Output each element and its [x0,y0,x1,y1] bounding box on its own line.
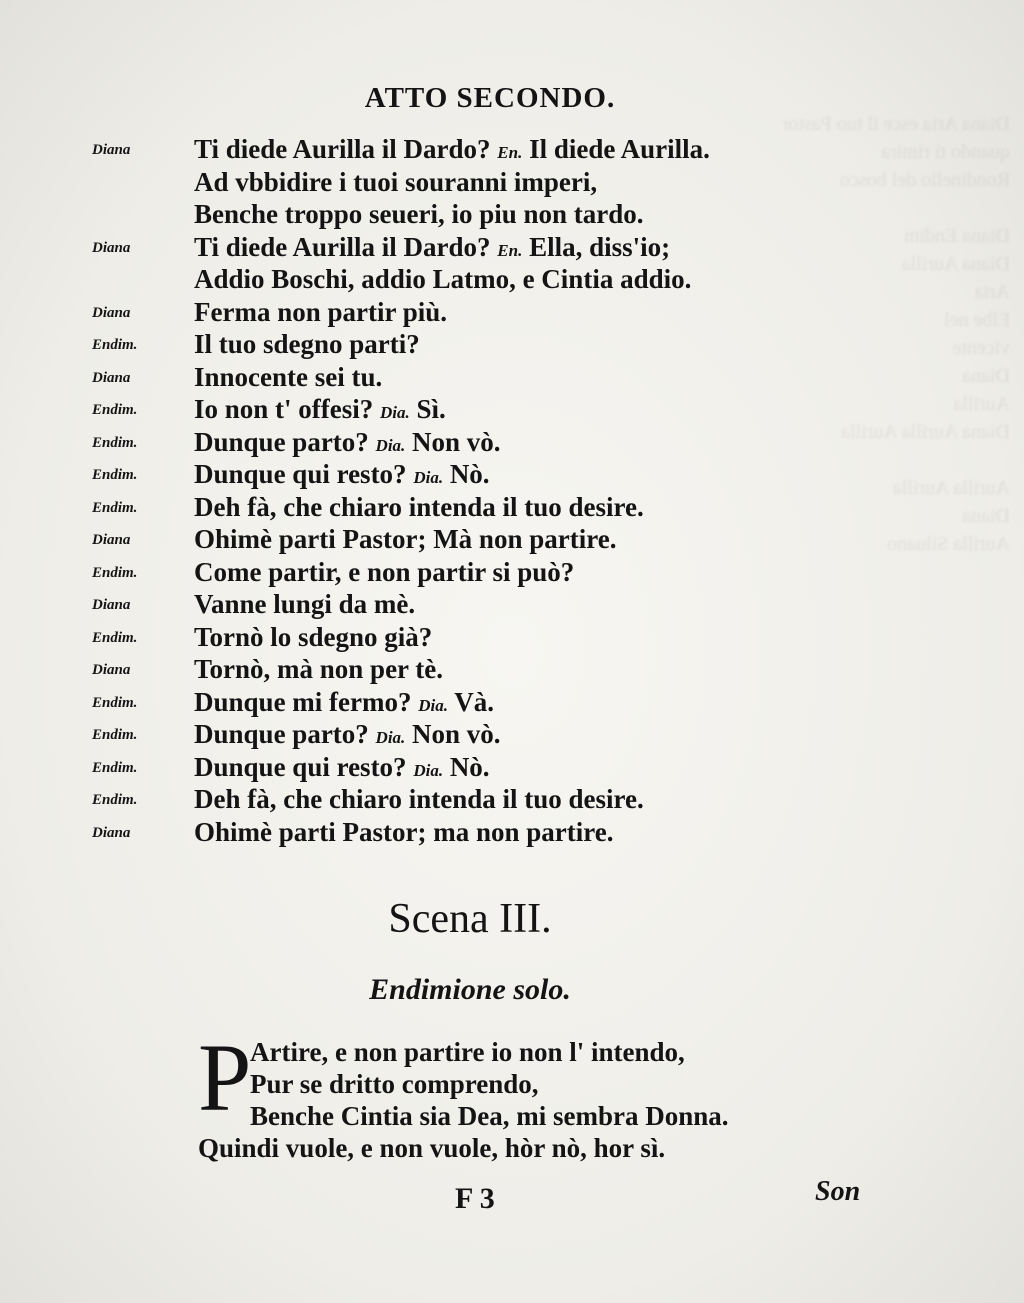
text-run: Vanne lungi da mè. [194,589,416,619]
page-header: ATTO SECONDO. [364,82,616,114]
text-run: Dunque parto? [194,426,376,457]
signature-mark: F 3 [455,1182,495,1215]
dialogue-text [194,784,644,815]
dialogue-line [80,784,800,817]
dialogue-line [80,719,800,752]
dialogue-line [80,232,800,265]
dialogue-text [194,817,613,848]
dialogue-text [194,297,447,328]
text-run: Ti diede Aurilla il Dardo? [194,134,498,164]
text-run: Nò. [443,459,490,489]
speaker-name: Diana [92,824,131,841]
dialogue-line [80,297,800,330]
dialogue-line [80,817,800,850]
dialogue-block [80,134,800,849]
inline-speaker: Dia. [413,468,444,487]
text-run: Non vò. [405,426,501,457]
text-run: Sì. [409,394,446,424]
dialogue-line [80,589,800,622]
text-run: Io non t' offesi? [194,394,381,424]
dialogue-text [194,167,597,198]
speaker-name: Endim. [92,727,138,743]
dialogue-text [194,752,490,783]
dialogue-line [80,329,800,362]
dialogue-text [194,557,574,588]
speaker-name: Endim. [92,759,138,776]
scene-title: Scena III. [388,896,552,942]
drop-capital: P [198,1024,252,1131]
speaker-name: Diana [92,532,131,548]
speaker-name: Endim. [92,629,138,646]
dialogue-line [80,492,800,525]
text-run: Addio Boschi, addio Latmo, e Cintia addio. [194,264,692,294]
dialogue-line [80,394,800,427]
dialogue-text [194,622,432,653]
dialogue-line [80,622,800,655]
text-run: Ad vbbidire i tuoi souranni imperi, [194,166,598,197]
verse-line: Benche Cintia sia Dea, mi sembra Donna. [250,1101,729,1131]
speaker-name: Endim. [92,694,138,711]
speaker-name: Diana [92,597,131,613]
text-run: Innocente sei tu. [194,361,383,392]
dialogue-text [194,394,446,425]
speaker-name: Endim. [92,792,138,808]
verse-block [198,1037,729,1165]
text-run: Tornò, mà non per tè. [194,654,444,684]
dialogue-text [194,329,420,360]
speaker-name: Diana [92,239,131,256]
dialogue-text [194,687,494,718]
inline-speaker: Dia. [413,760,444,780]
dialogue-text [194,459,490,490]
inline-speaker: Dia. [375,728,406,747]
dialogue-text [194,232,670,263]
text-run: Ti diede Aurilla il Dardo? [194,231,498,262]
inline-speaker: Dia. [375,435,406,455]
show-through-text: Diana Aria esce il tuo Pastor quando ti rimira Rondinello del bosco Diana Endim Diana Aurilla Aria Elbe nel vicente Diana Aurilla Diana Aurilla Aurilla Aurilla Aurilla Diana Aurilla Siluano [781,113,1010,555]
text-run: Deh fà, che chiaro intenda il tuo desire. [194,784,644,814]
text-run: Dunque qui resto? [194,459,414,489]
inline-speaker: Dia. [418,695,448,715]
dialogue-text [194,492,644,523]
dialogue-line [80,459,800,492]
speaker-name: Diana [92,142,131,158]
dialogue-text [194,589,415,620]
dialogue-text [194,719,501,750]
inline-speaker: En. [497,143,523,162]
text-run: Nò. [443,751,490,782]
speaker-name: Endim. [92,337,138,353]
dialogue-line [80,134,800,167]
speaker-name: Diana [92,662,131,678]
text-run: Tornò lo sdegno già? [194,621,433,652]
dialogue-line [80,524,800,557]
dialogue-line [80,654,800,687]
dialogue-line [80,557,800,590]
dialogue-text [194,199,644,230]
inline-speaker: Dia. [380,403,410,422]
speaker-name: Endim. [92,402,138,418]
text-run: Il tuo sdegno parti? [194,329,420,359]
text-run: Ohimè parti Pastor; Mà non partire. [194,524,617,554]
text-run: Dunque mi fermo? [194,686,419,717]
scene-subtitle: Endimione solo. [369,973,571,1006]
speaker-name: Diana [92,369,131,386]
text-run: Il diede Aurilla. [522,134,710,164]
speaker-name: Endim. [92,564,138,581]
verse-line: Quindi vuole, e non vuole, hòr nò, hor sì. [198,1133,666,1163]
speaker-name: Endim. [92,499,138,516]
text-run: Deh fà, che chiaro intenda il tuo desire. [194,491,644,522]
dialogue-text [194,264,691,295]
dialogue-line [80,427,800,460]
catchword: Son [815,1176,861,1207]
speaker-name: Endim. [92,434,138,451]
dialogue-line [80,752,800,785]
text-run: Ella, diss'io; [522,231,671,262]
text-run: Ohimè parti Pastor; ma non partire. [194,816,614,847]
text-run: Dunque qui resto? [194,751,414,782]
text-run: Come partir, e non partir si può? [194,556,575,587]
dialogue-line [80,199,800,232]
text-run: Benche troppo seueri, io piu non tardo. [194,199,644,229]
dialogue-text [194,427,501,458]
dialogue-text [194,134,710,165]
text-run: Dunque parto? [194,719,376,749]
dialogue-text [194,524,616,555]
text-run: Ferma non partir più. [194,296,448,327]
verse-line: Artire, e non partire io non l' intendo, [250,1037,685,1067]
dialogue-text [194,362,382,393]
verse-line: Pur se dritto comprendo, [250,1069,539,1099]
dialogue-line [80,362,800,395]
speaker-name: Endim. [92,467,138,483]
dialogue-line [80,687,800,720]
text-run: Non vò. [405,719,501,749]
text-run: Và. [448,686,495,717]
inline-speaker: En. [497,240,523,260]
speaker-name: Diana [92,304,131,321]
dialogue-line [80,264,800,297]
dialogue-text [194,654,443,685]
dialogue-line [80,167,800,200]
